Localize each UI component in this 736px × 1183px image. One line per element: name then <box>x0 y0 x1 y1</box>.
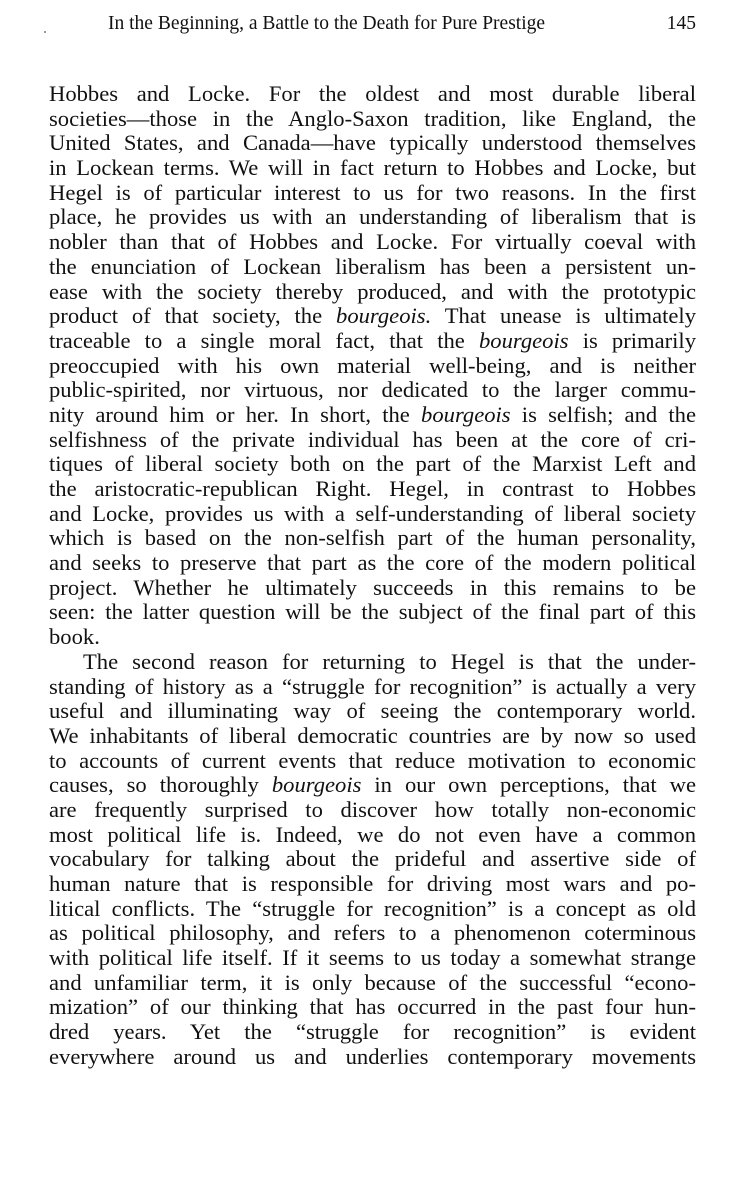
text-run: to accounts of current events that reduce motivation to economic <box>49 747 696 773</box>
text-line <box>49 872 696 897</box>
text-line <box>49 897 696 922</box>
running-head <box>108 12 696 36</box>
text-run: nobler than that of Hobbes and Locke. For virtually coeval with <box>49 229 696 255</box>
text-line <box>49 255 696 280</box>
text-run: United States, and Canada—have typically understood themselves <box>49 130 696 156</box>
text-line <box>49 971 696 996</box>
text-line <box>49 823 696 848</box>
text-run: is selfish; and the <box>510 401 696 427</box>
paragraph <box>49 82 696 650</box>
italic-term: bourgeois <box>479 327 569 353</box>
text-run: We inhabitants of liberal democratic countries are by now so used <box>49 722 696 748</box>
text-run: standing of history as a “struggle for recognition” is actually a very <box>49 673 696 699</box>
text-run: dred years. Yet the “struggle for recognition” is evident <box>49 1019 696 1045</box>
text-run: which is based on the non-selfish part of the human personality, <box>49 525 696 551</box>
text-line <box>49 798 696 823</box>
text-line <box>49 502 696 527</box>
text-run: in our own perceptions, that we <box>361 772 696 798</box>
text-line <box>49 995 696 1020</box>
text-line <box>49 452 696 477</box>
text-line <box>49 205 696 230</box>
text-line <box>49 921 696 946</box>
text-run: and seeks to preserve that part as the core of the modern political <box>49 550 696 576</box>
text-run: selfishness of the private individual has been at the core of cri- <box>49 426 696 452</box>
text-run: and unfamiliar term, it is only because of the successful “econo- <box>49 969 696 995</box>
text-run: The second reason for returning to Hegel is that the under- <box>83 648 696 674</box>
text-line <box>49 675 696 700</box>
text-line <box>49 847 696 872</box>
text-line <box>49 156 696 181</box>
text-line <box>49 403 696 428</box>
italic-term: bourgeois. <box>336 303 432 329</box>
text-line <box>49 477 696 502</box>
body-text <box>49 82 696 1070</box>
text-run: with political life itself. If it seems to us today a somewhat strange <box>49 945 696 971</box>
text-run: ease with the society thereby produced, and with the prototypic <box>49 278 696 304</box>
text-run: Hegel is of particular interest to us for two reasons. In the first <box>49 179 696 205</box>
text-run: tiques of liberal society both on the part of the Marxist Left and <box>49 451 696 477</box>
text-run: most political life is. Indeed, we do not even have a common <box>49 821 696 847</box>
text-line <box>49 773 696 798</box>
text-run: in Lockean terms. We will in fact return to Hobbes and Locke, but <box>49 155 696 181</box>
text-run: and Locke, provides us with a self-understanding of liberal society <box>49 500 696 526</box>
text-line <box>49 1045 696 1070</box>
text-line <box>49 354 696 379</box>
text-line <box>49 699 696 724</box>
text-line <box>49 526 696 551</box>
text-line <box>49 551 696 576</box>
text-line <box>49 304 696 329</box>
text-run: nity around him or her. In short, the <box>49 401 422 427</box>
text-run: the aristocratic-republican Right. Hegel, in contrast to Hobbes <box>49 476 696 501</box>
stray-mark <box>44 31 46 33</box>
text-run: are frequently surprised to discover how totally non-economic <box>49 796 696 822</box>
text-line <box>49 946 696 971</box>
text-run: is primarily <box>568 327 696 353</box>
text-run: as political philosophy, and refers to a phenomenon coterminous <box>49 920 696 946</box>
text-run: place, he provides us with an understanding of liberalism that is <box>49 204 696 230</box>
text-run: book. <box>49 624 100 650</box>
text-run: causes, so thoroughly <box>49 772 272 798</box>
text-line <box>49 181 696 206</box>
text-run: preoccupied with his own material well-being, and is neither <box>49 352 696 378</box>
text-run: product of that society, the <box>49 303 337 329</box>
text-line <box>49 600 696 625</box>
text-line <box>49 1020 696 1045</box>
text-line <box>49 650 696 675</box>
italic-term: bourgeois <box>271 772 362 798</box>
paragraph <box>49 650 696 1070</box>
text-run: litical conflicts. The “struggle for recognition” is a concept as old <box>49 895 696 921</box>
italic-term: bourgeois <box>421 401 511 427</box>
text-line <box>49 428 696 453</box>
text-run: project. Whether he ultimately succeeds in this remains to be <box>49 574 696 600</box>
text-line <box>49 82 696 107</box>
text-run: everywhere around us and underlies contemporary movements <box>49 1043 696 1069</box>
text-run: the enunciation of Lockean liberalism has been a persistent un- <box>49 253 696 279</box>
text-run: Hobbes and Locke. For the oldest and most durable liberal <box>49 81 696 106</box>
text-run: traceable to a single moral fact, that the <box>49 327 479 353</box>
text-line <box>49 280 696 305</box>
text-run: That unease is ultimately <box>431 303 696 329</box>
text-line <box>49 378 696 403</box>
page-number: 145 <box>666 13 696 34</box>
text-run: vocabulary for talking about the prideful and assertive side of <box>49 846 696 872</box>
text-run: public-spirited, nor virtuous, nor dedicated to the larger commu- <box>49 377 696 403</box>
text-line <box>49 107 696 132</box>
text-line <box>49 131 696 156</box>
text-run: seen: the latter question will be the subject of the final part of this <box>49 599 696 625</box>
text-line <box>49 724 696 749</box>
text-line <box>49 625 696 650</box>
text-line <box>49 230 696 255</box>
running-title: In the Beginning, a Battle to the Death for Pure Prestige <box>108 13 546 34</box>
text-line <box>49 329 696 354</box>
text-run: human nature that is responsible for driving most wars and po- <box>49 871 696 896</box>
text-run: societies—those in the Anglo-Saxon tradition, like England, the <box>49 105 696 131</box>
text-line <box>49 576 696 601</box>
text-run: useful and illuminating way of seeing the contemporary world. <box>49 698 696 724</box>
text-line <box>49 749 696 774</box>
text-run: mization” of our thinking that has occurred in the past four hun- <box>49 994 696 1020</box>
